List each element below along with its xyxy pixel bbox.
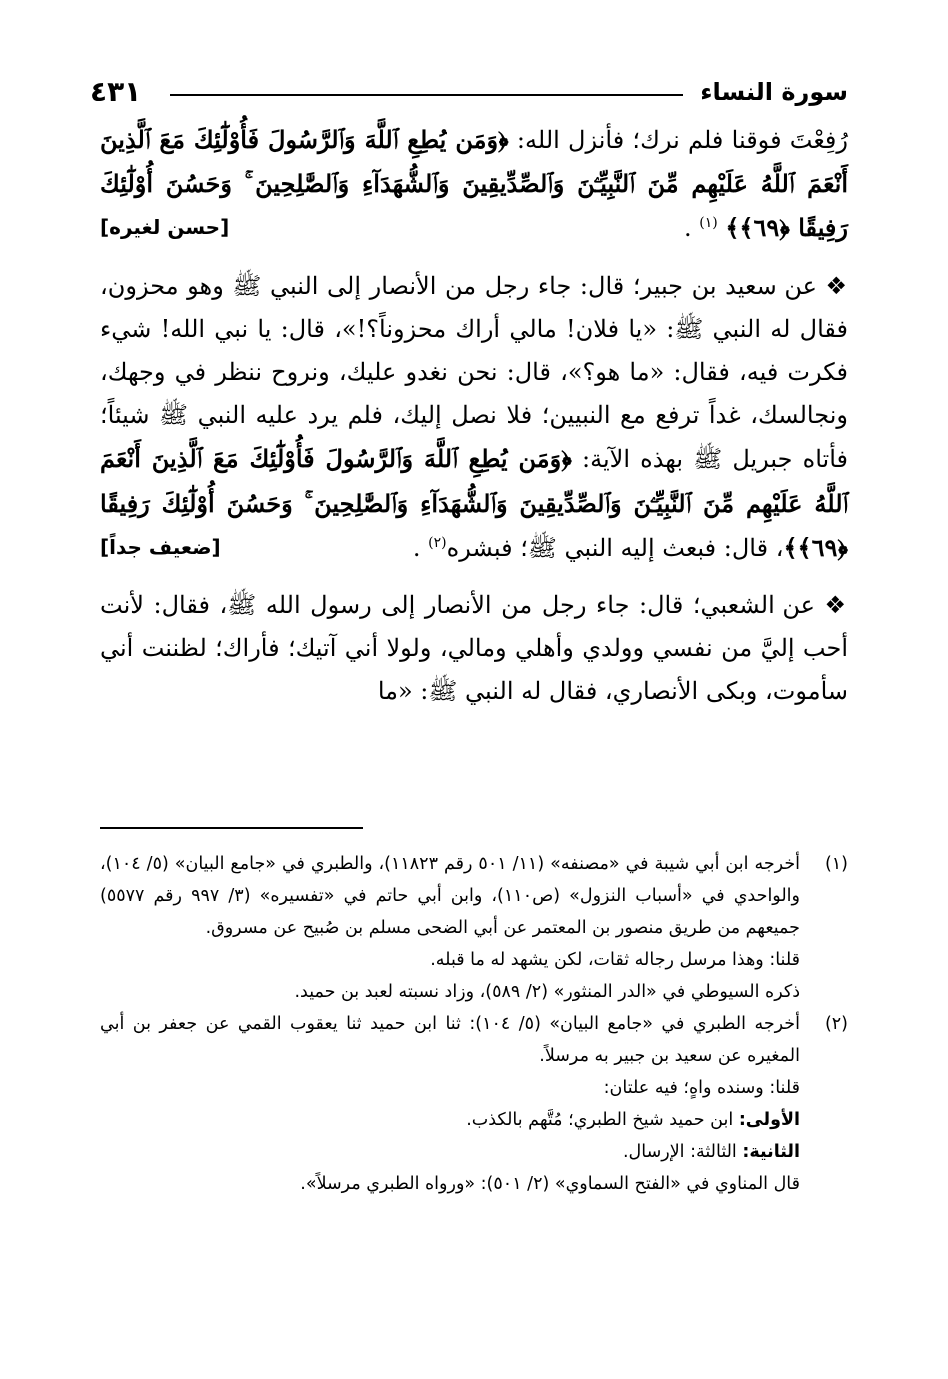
paragraph-text: عن الشعبي؛ قال: جاء رجل من الأنصار إلى رسول الله ﷺ، فقال: لأنت أحب إليَّ من نفسي وولدي وأهلي ومالي، ولولا أني آتيك؛ فأراك؛ لظننت أني سأموت، وبكى الأنصاري، فقال له النبي ﷺ: «ما [100, 591, 848, 706]
paragraph-2: ❖ عن سعيد بن جبير؛ قال: جاء رجل من الأنصار إلى النبي ﷺ وهو محزون، فقال له النبي ﷺ: «يا فلان! مالي أراك محزوناً؟!»، قال: يا نبي الله! شيء فكرت فيه، فقال: «ما هو؟»، قال: نحن نغدو عليك، ونروح ننظر في وجهك، ونجالسك، غداً ترفع مع النبيين؛ فلا نصل إليك، فلم يرد عليه النبي ﷺ شيئاً؛ فأتاه جبريل ﷺ بهذه الآية: ﴿وَمَن يُطِعِ ٱللَّهَ وَٱلرَّسُولَ فَأُوْلَٰٓئِكَ مَعَ ٱلَّذِينَ أَنْعَمَ ٱللَّهُ عَلَيْهِم مِّنَ ٱلنَّبِيِّـۧنَ وَٱلصِّدِّيقِينَ وَٱلشُّهَدَآءِ وَٱلصَّٰلِحِينَ ۚ وَحَسُنَ أُوْلَٰٓئِكَ رَفِيقًا ﴿٦٩﴾﴾، قال: فبعث إليه النبي ﷺ؛ فبشره$^{(٢)}$ . [ضعيف جداً] [100, 265, 848, 570]
footnote-ref[interactable]: (٢) [428, 534, 447, 551]
surah-title: سورة النساء [700, 78, 848, 106]
hadith-grade: [حسن لغيره] [100, 215, 230, 240]
item-label: الأولى: [738, 1110, 800, 1130]
paragraph-text: رُفِعْتَ فوقنا فلم نرك؛ فأنزل الله: [516, 126, 848, 154]
footnotes [100, 848, 848, 1200]
item-text: ابن حميد شيخ الطبري؛ مُتَّهم بالكذب. [466, 1110, 734, 1130]
header-rule [170, 94, 683, 96]
paragraph-3 [100, 584, 848, 714]
quran-verse: ﴿وَمَن يُطِعِ ٱللَّهَ وَٱلرَّسُولَ فَأُوْلَٰٓئِكَ مَعَ ٱلَّذِينَ أَنْعَمَ ٱللَّهُ عَلَيْهِم مِّنَ ٱلنَّبِيِّـۧنَ وَٱلصِّدِّيقِينَ وَٱلشُّهَدَآءِ وَٱلصَّٰلِحِينَ ۚ وَحَسُنَ أُوْلَٰٓئِكَ رَفِيقًا ﴿٦٩﴾﴾ [100, 444, 848, 562]
footnote-text: أخرجه ابن أبي شيبة في «مصنفه» (١١/ ٥٠١ رقم ١١٨٢٣)، والطبري في «جامع البيان» (٥/ ١٠٤)، والواحدي في «أسباب النزول» (ص١١٠)، وابن أبي حاتم في «تفسيره» (٣/ ٩٩٧ رقم ٥٥٧٧) جميعهم من طريق منصور بن المعتمر عن أبي الضحى مسلم بن صُبيح عن مسروق. [100, 854, 800, 938]
page-number: ٤٣١ [90, 75, 142, 108]
footnote-1 [100, 848, 848, 1008]
footnote-number: (٢) [824, 1014, 848, 1034]
footnote-text: قلنا: وسنده واهٍ؛ فيه علتان: [603, 1078, 800, 1098]
page-header [90, 72, 848, 112]
footnote-divider [100, 827, 363, 829]
quran-verse: ﴿وَمَن يُطِعِ ٱللَّهَ وَٱلرَّسُولَ فَأُوْلَٰٓئِكَ مَعَ ٱلَّذِينَ أَنْعَمَ ٱللَّهُ عَلَيْهِم مِّنَ ٱلنَّبِيِّـۧنَ وَٱلصِّدِّيقِينَ وَٱلشُّهَدَآءِ وَٱلصَّٰلِحِينَ ۚ وَحَسُنَ أُوْلَٰٓئِكَ رَفِيقًا ﴿٦٩﴾﴾ [100, 125, 848, 243]
bullet-icon: ❖ [825, 271, 848, 300]
footnote-text: ذكره السيوطي في «الدر المنثور» (٢/ ٥٨٩)، وزاد نسبته لعبد بن حميد. [294, 982, 800, 1002]
main-text [100, 118, 848, 728]
paragraph-text: عن سعيد بن جبير؛ قال: جاء رجل من الأنصار إلى النبي ﷺ وهو محزون، فقال له النبي ﷺ: «يا فلان! مالي أراك محزوناً؟!»، قال: يا نبي الله! شيء فكرت فيه، فقال: «ما هو؟»، قال: نحن نغدو عليك، ونروح ننظر في وجهك، ونجالسك، غداً ترفع مع النبيين؛ فلا نصل إليك، فلم يرد عليه النبي ﷺ شيئاً؛ فأتاه جبريل ﷺ بهذه الآية: [100, 271, 848, 474]
footnote-2 [100, 1008, 848, 1200]
paragraph-1: رُفِعْتَ فوقنا فلم نرك؛ فأنزل الله: ﴿وَمَن يُطِعِ ٱللَّهَ وَٱلرَّسُولَ فَأُوْلَٰٓئِكَ مَعَ ٱلَّذِينَ أَنْعَمَ ٱللَّهُ عَلَيْهِم مِّنَ ٱلنَّبِيِّـۧنَ وَٱلصِّدِّيقِينَ وَٱلشُّهَدَآءِ وَٱلصَّٰلِحِينَ ۚ وَحَسُنَ أُوْلَٰٓئِكَ رَفِيقًا ﴿٦٩﴾﴾ $^{(١)}$ . [حسن لغيره] [100, 118, 848, 251]
footnote-text: أخرجه الطبري في «جامع البيان» (٥/ ١٠٤): ثنا ابن حميد ثنا يعقوب القمي عن جعفر بن أبي المغيره عن سعيد بن جبير به مرسلاً. [100, 1014, 800, 1066]
footnote-ref[interactable]: (١) [699, 215, 718, 232]
paragraph-text: ، قال: فبعث إليه النبي ﷺ؛ فبشره [446, 533, 784, 562]
footnote-item [100, 1136, 800, 1168]
footnote-text: قلنا: وهذا مرسل رجاله ثقات، لكن يشهد له ما قبله. [430, 950, 800, 970]
item-label: الثانية: [742, 1142, 800, 1162]
footnote-text: قال المناوي في «الفتح السماوي» (٢/ ٥٠١): «ورواه الطبري مرسلاً». [300, 1174, 800, 1194]
hadith-grade: [ضعيف جداً] [100, 534, 221, 559]
footnote-item [100, 1104, 800, 1136]
footnote-number: (١) [824, 854, 848, 874]
bullet-icon: ❖ [824, 591, 849, 620]
item-text: الثالثة: الإرسال. [622, 1142, 737, 1162]
